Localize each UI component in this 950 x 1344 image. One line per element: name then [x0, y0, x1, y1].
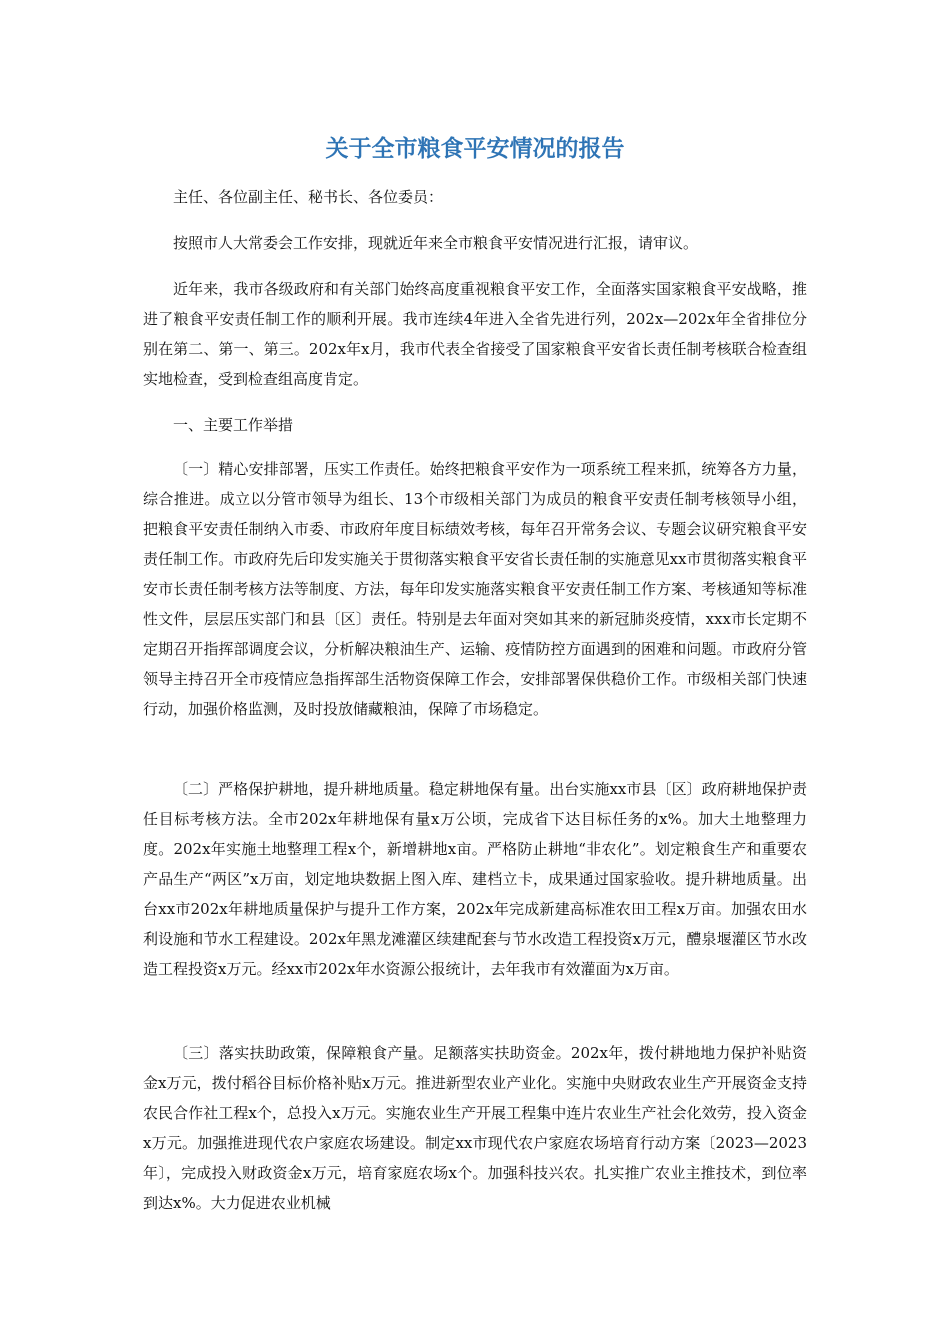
paragraph-section-2: 〔二〕严格保护耕地，提升耕地质量。稳定耕地保有量。出台实施xx市县〔区〕政府耕地保护责任目标考核方法。全市202x年耕地保有量x万公顷，完成省下达目标任务的x%。加大土地整理力度。202x年实施土地整理工程x个，新增耕地x亩。严格防止耕地“非农化”。划定粮食生产和重要农产品生产“两区”x万亩，划定地块数据上图入库、建档立卡，成果通过国家验收。提升耕地质量。出台xx市202x年耕地质量保护与提升工作方案，202x年完成新建高标准农田工程x万亩。加强农田水利设施和节水工程建设。202x年黑龙滩灌区续建配套与节水改造工程投资x万元，醴泉堰灌区节水改造工程投资x万元。经xx市202x年水资源公报统计，去年我市有效灌面为x万亩。: [143, 780, 807, 978]
paragraph-intro: 按照市人大常委会工作安排，现就近年来全市粮食平安情况进行汇报，请审议。: [173, 234, 699, 252]
paragraph-section-1: 〔一〕精心安排部署，压实工作责任。始终把粮食平安作为一项系统工程来抓，统筹各方力量，综合推进。成立以分管市领导为组长、13个市级相关部门为成员的粮食平安责任制考核领导小组，把粮食平安责任制纳入市委、市政府年度目标绩效考核，每年召开常务会议、专题会议研究粮食平安责任制工作。市政府先后印发实施关于贯彻落实粮食平安省长责任制的实施意见xx市贯彻落实粮食平安市长责任制考核方法等制度、方法，每年印发实施落实粮食平安责任制工作方案、考核通知等标准性文件，层层压实部门和县〔区〕责任。特别是去年面对突如其来的新冠肺炎疫情，xxx市长定期不定期召开指挥部调度会议，分析解决粮油生产、运输、疫情防控方面遇到的困难和问题。市政府分管领导主持召开全市疫情应急指挥部生活物资保障工作会，安排部署保供稳价工作。市级相关部门快速行动，加强价格监测，及时投放储藏粮油，保障了市场稳定。: [143, 460, 807, 718]
salutation: 主任、各位副主任、秘书长、各位委员：: [173, 188, 444, 206]
paragraph-section-3: 〔三〕落实扶助政策，保障粮食产量。足额落实扶助资金。202x年，拨付耕地地力保护补贴资金x万元，拨付稻谷目标价格补贴x万元。推进新型农业产业化。实施中央财政农业生产开展资金支持农民合作社工程x个，总投入x万元。实施农业生产开展工程集中连片农业生产社会化效劳，投入资金x万元。加强推进现代农户家庭农场建设。制定xx市现代农户家庭农场培育行动方案〔2023—2023年〕，完成投入财政资金x万元，培育家庭农场x个。加强科技兴农。扎实推广农业主推技术，到位率到达x%。大力促进农业机械: [143, 1044, 807, 1212]
section-heading-main-measures: 一、主要工作举措: [173, 416, 294, 434]
document-title: 关于全市粮食平安情况的报告: [325, 136, 625, 162]
paragraph-overview: 近年来，我市各级政府和有关部门始终高度重视粮食平安工作，全面落实国家粮食平安战略，推进了粮食平安责任制工作的顺利开展。我市连续4年进入全省先进行列，202x—202x年全省排位分别在第二、第一、第三。202x年x月，我市代表全省接受了国家粮食平安省长责任制考核联合检查组实地检查，受到检查组高度肯定。: [143, 280, 807, 388]
